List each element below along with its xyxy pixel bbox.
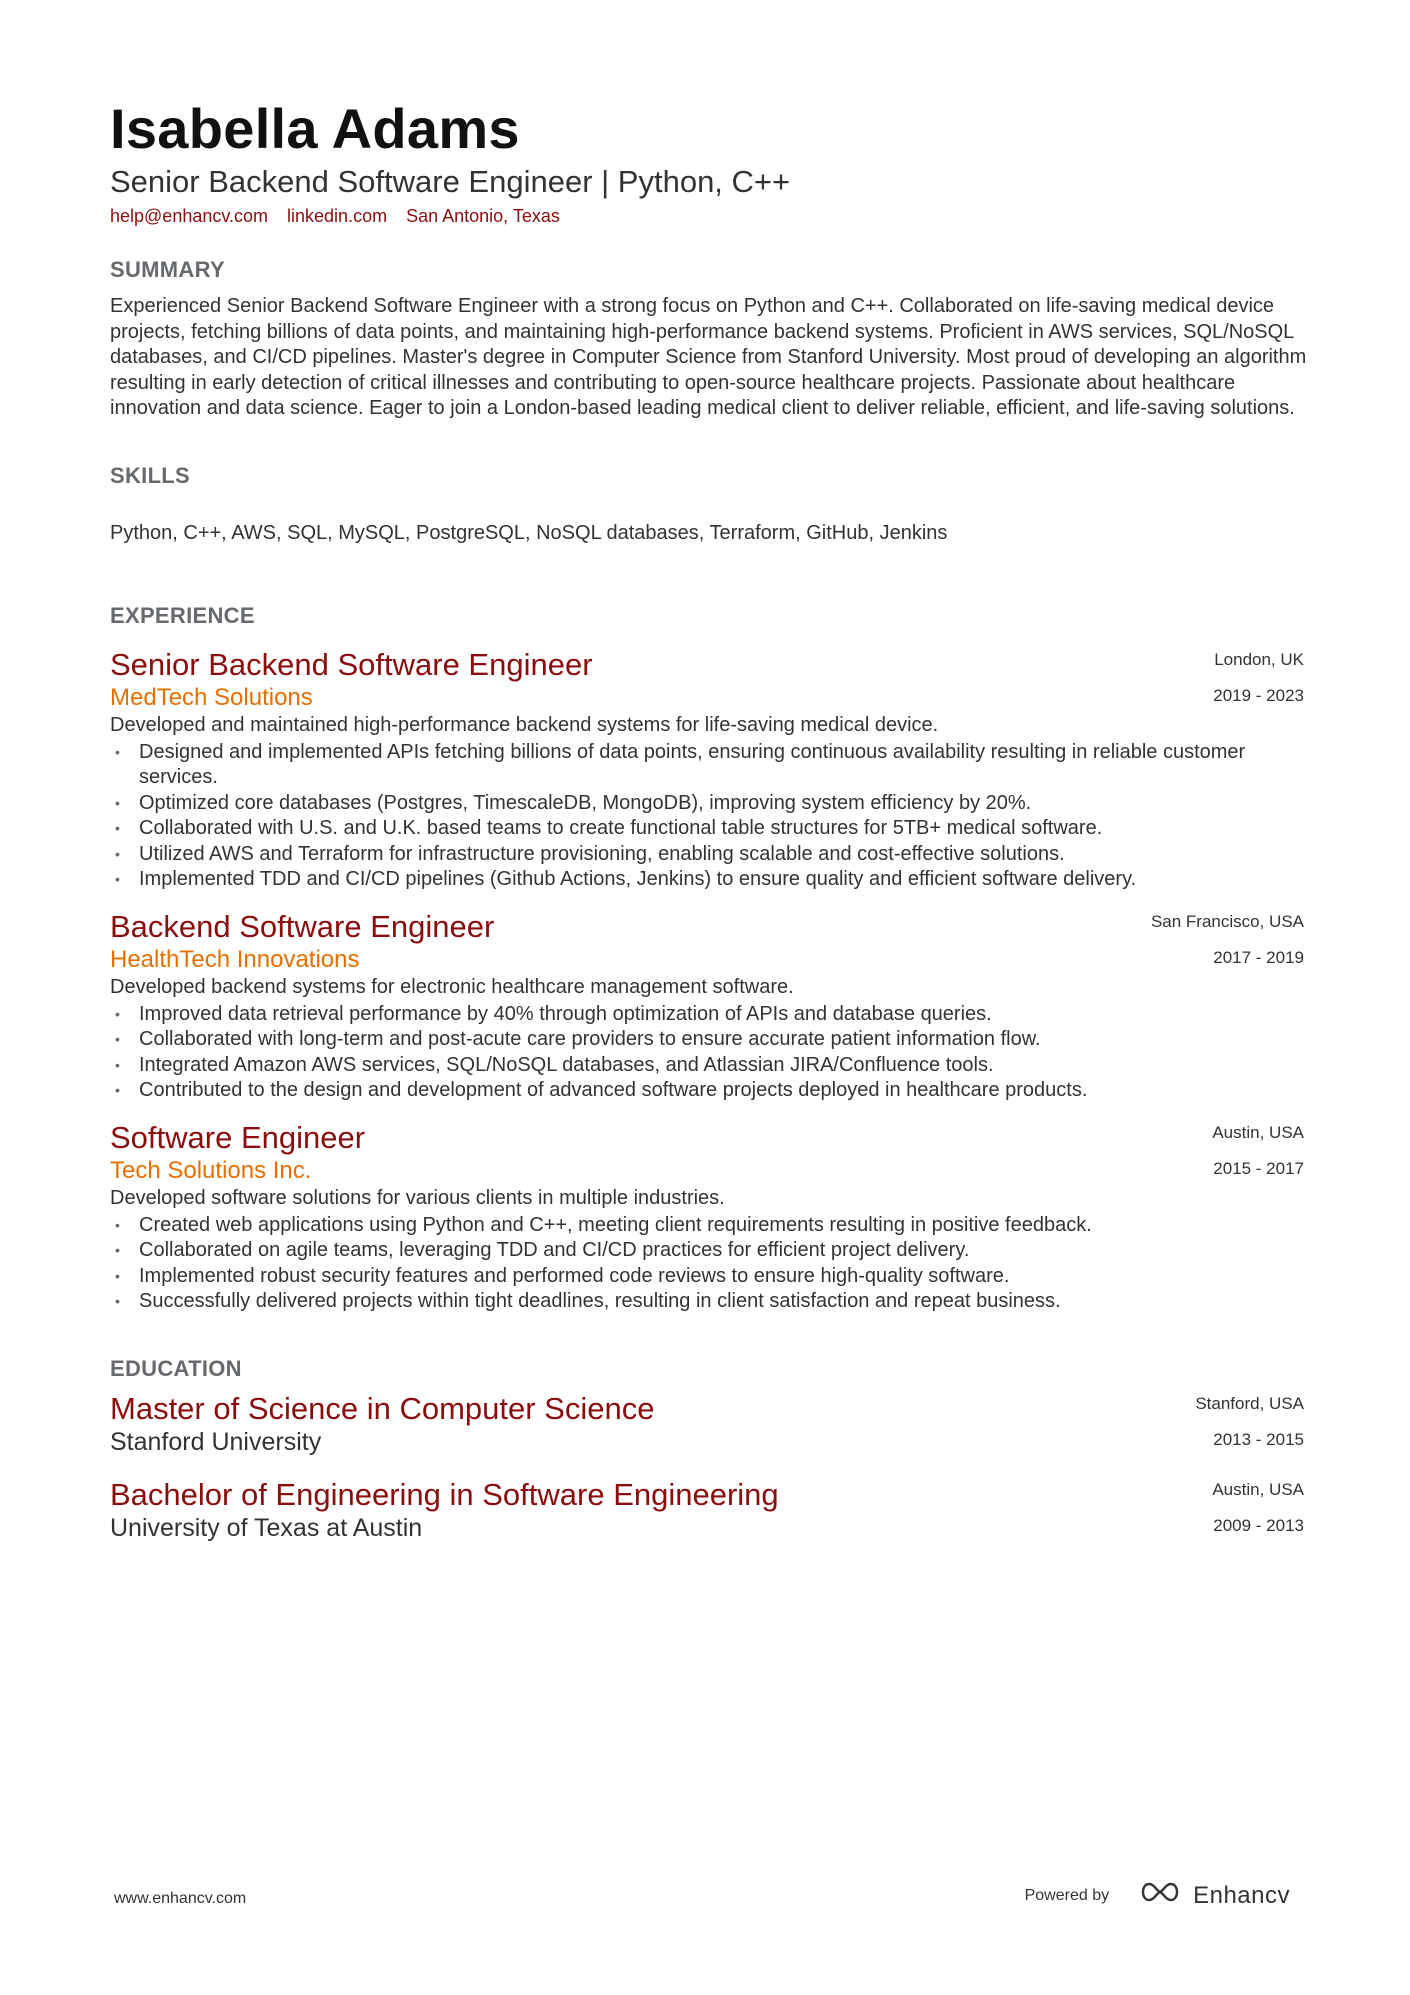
location-link[interactable]: San Antonio, Texas <box>406 206 560 226</box>
school-location: Stanford, USA <box>1195 1393 1304 1413</box>
resume-page <box>110 96 1307 1543</box>
education-entry <box>110 1477 1304 1543</box>
experience-entry-titles <box>110 909 494 975</box>
bullet-text: Created web applications using Python and C++, meeting client requirements resulting in positive feedback. <box>139 1213 1092 1236</box>
job-location: San Francisco, USA <box>1150 911 1304 931</box>
experience-entry-header <box>110 647 1304 713</box>
list-item <box>110 1289 1304 1315</box>
bullet-text: Collaborated with long-term and post-acute care providers to ensure accurate patient information flow. <box>139 1028 1041 1050</box>
page-footer <box>0 1880 1410 1920</box>
bullet-dot-icon: • <box>115 1056 120 1073</box>
list-item <box>110 740 1304 791</box>
bullet-text: Implemented robust security features and performed code reviews to ensure high-quality software. <box>139 1264 1010 1287</box>
list-item <box>110 1213 1304 1239</box>
list-item <box>110 1078 1304 1104</box>
job-bullets <box>110 740 1304 893</box>
footer-branding <box>1025 1880 1290 1911</box>
school-name: University of Texas at Austin <box>110 1513 423 1542</box>
experience-entry <box>110 647 1304 893</box>
experience-entry-meta <box>1151 909 1304 971</box>
job-description: Developed software solutions for various clients in multiple industries. <box>110 1186 725 1209</box>
job-title: Senior Backend Software Engineer <box>110 646 593 682</box>
experience-entry <box>110 909 1304 1104</box>
email-link[interactable]: help@enhancv.com <box>110 206 269 226</box>
bullet-text: Implemented TDD and CI/CD pipelines (Github Actions, Jenkins) to ensure quality and efficient software delivery. <box>139 868 1137 890</box>
resume-header <box>110 96 1304 228</box>
school-location: Austin, USA <box>1212 1479 1304 1499</box>
company-name: MedTech Solutions <box>110 683 313 711</box>
bullet-text: Designed and implemented APIs fetching billions of data points, ensuring continuous availability resulting in reliable customer services. <box>139 740 1246 788</box>
school-name: Stanford University <box>110 1427 322 1456</box>
bullet-dot-icon: • <box>115 871 120 887</box>
summary-text: Experienced Senior Backend Software Engineer with a strong focus on Python and C++. Collaborated on life-saving medical device projects, fetching billions of data points, and maintaining high-performance backend systems. Proficient in AWS services, SQL/NoSQL databases, and CI/CD pipelines. Master's degree in Computer Science from Stanford University. Most proud of developing an algorithm resulting in early detection of critical illnesses and contributing to open-source healthcare projects. Passionate about healthcare innovation and data science. Eager to join a London-based leading medical client to deliver reliable, efficient, and life-saving solutions. <box>110 295 1307 419</box>
education-entry-meta <box>1195 1391 1304 1453</box>
list-item <box>110 816 1304 842</box>
summary-section <box>110 256 1307 422</box>
experience-entry-meta <box>1213 647 1304 709</box>
bullet-text: Contributed to the design and development of advanced software projects deployed in healthcare products. <box>139 1079 1088 1101</box>
experience-entry-titles <box>110 647 593 713</box>
job-dates: 2019 - 2023 <box>1213 685 1304 705</box>
bullet-dot-icon: • <box>115 1216 120 1233</box>
enhancv-logo-icon <box>1137 1880 1183 1911</box>
experience-section <box>110 602 1304 1315</box>
list-item <box>110 1002 1304 1028</box>
bullet-text: Improved data retrieval performance by 40% through optimization of APIs and database queries. <box>139 1002 992 1025</box>
experience-entry-titles <box>110 1120 365 1186</box>
job-bullets <box>110 1213 1304 1315</box>
education-entry-header <box>110 1477 1304 1543</box>
education-section <box>110 1355 1304 1543</box>
education-entry-header <box>110 1391 1304 1457</box>
bullet-text: Collaborated on agile teams, leveraging TDD and CI/CD practices for efficient project delivery. <box>139 1239 970 1261</box>
powered-by-label: Powered by <box>1024 1886 1110 1904</box>
candidate-headline: Senior Backend Software Engineer | Python, C++ <box>110 164 791 199</box>
job-description: Developed backend systems for electronic healthcare management software. <box>110 975 794 998</box>
summary-heading: SUMMARY <box>110 257 225 282</box>
brand-logo[interactable] <box>1137 1880 1290 1911</box>
bullet-dot-icon: • <box>115 743 120 760</box>
experience-heading: EXPERIENCE <box>110 602 255 628</box>
job-location: London, UK <box>1214 649 1304 669</box>
company-name: HealthTech Innovations <box>110 945 360 973</box>
experience-entry <box>110 1120 1304 1315</box>
brand-name: Enhancv <box>1193 1881 1290 1909</box>
list-item <box>110 1264 1304 1290</box>
education-entry-meta <box>1212 1477 1304 1539</box>
experience-entry-meta <box>1212 1120 1304 1182</box>
job-bullets <box>110 1002 1304 1104</box>
website-link[interactable]: www.enhancv.com <box>114 1890 247 1907</box>
education-entry-titles <box>110 1391 654 1457</box>
skills-text: Python, C++, AWS, SQL, MySQL, PostgreSQL, NoSQL databases, Terraform, GitHub, Jenkins <box>110 521 948 544</box>
experience-entry-header <box>110 1120 1304 1186</box>
degree-title: Bachelor of Engineering in Software Engineering <box>110 1476 779 1512</box>
education-heading: EDUCATION <box>110 1355 242 1381</box>
bullet-dot-icon: • <box>115 845 120 862</box>
job-location: Austin, USA <box>1212 1122 1304 1142</box>
education-entry <box>110 1391 1304 1457</box>
bullet-text: Collaborated with U.S. and U.K. based teams to create functional table structures for 5TB+ medical software. <box>139 817 1103 839</box>
list-item <box>110 1238 1304 1264</box>
education-entry-titles <box>110 1477 779 1543</box>
bullet-text: Optimized core databases (Postgres, TimescaleDB, MongoDB), improving system efficiency by 20%. <box>139 791 1032 814</box>
linkedin-link[interactable]: linkedin.com <box>287 206 388 226</box>
skills-heading: SKILLS <box>110 462 191 488</box>
bullet-dot-icon: • <box>115 1082 120 1098</box>
contact-links <box>110 204 1304 228</box>
skills-section <box>110 462 1304 546</box>
school-dates: 2009 - 2013 <box>1213 1515 1304 1535</box>
list-item <box>110 1027 1304 1053</box>
bullet-dot-icon: • <box>115 1005 120 1022</box>
degree-title: Master of Science in Computer Science <box>110 1390 655 1426</box>
list-item <box>110 867 1304 893</box>
bullet-text: Successfully delivered projects within tight deadlines, resulting in client satisfaction and repeat business. <box>139 1290 1061 1312</box>
bullet-text: Integrated Amazon AWS services, SQL/NoSQL databases, and Atlassian JIRA/Confluence tools. <box>139 1053 994 1076</box>
bullet-text: Utilized AWS and Terraform for infrastructure provisioning, enabling scalable and cost-effective solutions. <box>139 842 1065 865</box>
job-description: Developed and maintained high-performance backend systems for life-saving medical device. <box>110 713 939 736</box>
bullet-dot-icon: • <box>115 1031 120 1047</box>
bullet-dot-icon: • <box>115 794 120 811</box>
job-title: Backend Software Engineer <box>110 908 495 944</box>
bullet-dot-icon: • <box>115 820 120 836</box>
candidate-name: Isabella Adams <box>110 97 520 160</box>
list-item <box>110 791 1304 817</box>
school-dates: 2013 - 2015 <box>1213 1429 1304 1449</box>
job-dates: 2015 - 2017 <box>1213 1158 1304 1178</box>
job-dates: 2017 - 2019 <box>1213 947 1304 967</box>
bullet-dot-icon: • <box>115 1267 120 1284</box>
company-name: Tech Solutions Inc. <box>110 1156 312 1184</box>
list-item <box>110 842 1304 868</box>
list-item <box>110 1053 1304 1079</box>
bullet-dot-icon: • <box>115 1293 120 1309</box>
bullet-dot-icon: • <box>115 1242 120 1258</box>
experience-entry-header <box>110 909 1304 975</box>
job-title: Software Engineer <box>110 1119 366 1155</box>
